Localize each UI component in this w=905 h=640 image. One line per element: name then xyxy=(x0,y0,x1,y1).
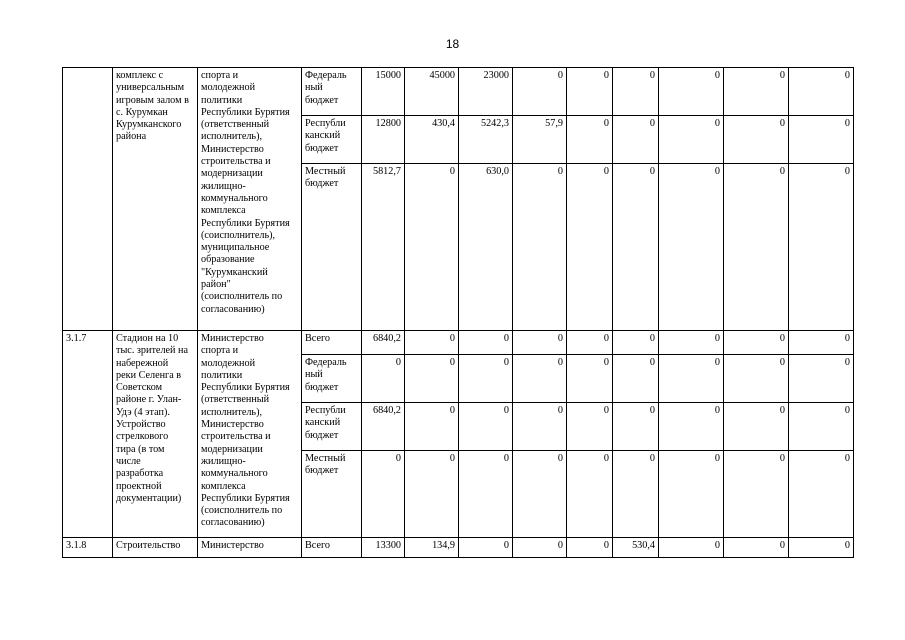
value-cell: 0 xyxy=(567,403,613,451)
value-cell: 0 xyxy=(459,403,513,451)
value-cell: 430,4 xyxy=(405,116,459,164)
value-cell: 0 xyxy=(789,403,854,451)
value-cell: 0 xyxy=(567,331,613,355)
value-cell: 0 xyxy=(459,331,513,355)
value-cell: 0 xyxy=(659,451,724,538)
value-cell: 0 xyxy=(613,403,659,451)
funding-source: Всего xyxy=(302,538,362,558)
value-cell: 0 xyxy=(613,331,659,355)
value-cell: 0 xyxy=(724,116,789,164)
value-cell: 0 xyxy=(405,355,459,403)
value-cell: 0 xyxy=(613,451,659,538)
value-cell: 5812,7 xyxy=(362,164,405,331)
value-cell: 57,9 xyxy=(513,116,567,164)
row-code xyxy=(63,68,113,331)
value-cell: 0 xyxy=(724,538,789,558)
value-cell: 15000 xyxy=(362,68,405,116)
value-cell: 0 xyxy=(362,355,405,403)
value-cell: 0 xyxy=(659,403,724,451)
row-code: 3.1.8 xyxy=(63,538,113,558)
value-cell: 0 xyxy=(459,538,513,558)
row-executor: спорта и молодежной политики Республики Бурятия (ответственный исполнитель), Министерство строительства и модернизации жилищно- коммунального комплекса Республики Бурятия (соисполнитель), муниципальное образование "Курумканский район" (соисполнитель по согласованию) xyxy=(198,68,302,331)
value-cell: 0 xyxy=(405,331,459,355)
funding-source: Федераль ный бюджет xyxy=(302,68,362,116)
value-cell: 0 xyxy=(789,68,854,116)
value-cell: 0 xyxy=(789,355,854,403)
value-cell: 12800 xyxy=(362,116,405,164)
value-cell: 0 xyxy=(567,355,613,403)
value-cell: 0 xyxy=(459,451,513,538)
value-cell: 0 xyxy=(659,68,724,116)
value-cell: 0 xyxy=(513,331,567,355)
value-cell: 0 xyxy=(405,164,459,331)
value-cell: 0 xyxy=(567,451,613,538)
budget-table xyxy=(62,67,854,558)
funding-source: Федераль ный бюджет xyxy=(302,355,362,403)
row-code: 3.1.7 xyxy=(63,331,113,538)
value-cell: 0 xyxy=(659,331,724,355)
value-cell: 5242,3 xyxy=(459,116,513,164)
table-row xyxy=(63,331,854,355)
row-name: Стадион на 10 тыс. зрителей на набережной реки Селенга в Советском районе г. Улан- Удэ (4 этап). Устройство стрелкового тира (в том числе разработка проектной документации) xyxy=(113,331,198,538)
value-cell: 0 xyxy=(513,164,567,331)
value-cell: 0 xyxy=(789,451,854,538)
value-cell: 0 xyxy=(567,116,613,164)
value-cell: 0 xyxy=(789,116,854,164)
value-cell: 0 xyxy=(659,538,724,558)
value-cell: 630,0 xyxy=(459,164,513,331)
value-cell: 0 xyxy=(513,451,567,538)
value-cell: 0 xyxy=(567,538,613,558)
value-cell: 0 xyxy=(724,451,789,538)
value-cell: 0 xyxy=(513,538,567,558)
row-name: Строительство xyxy=(113,538,198,558)
page-number: 18 xyxy=(445,37,460,51)
value-cell: 0 xyxy=(724,68,789,116)
value-cell: 0 xyxy=(724,355,789,403)
funding-source: Местный бюджет xyxy=(302,451,362,538)
value-cell: 45000 xyxy=(405,68,459,116)
funding-source: Республи канский бюджет xyxy=(302,403,362,451)
value-cell: 0 xyxy=(724,331,789,355)
value-cell: 13300 xyxy=(362,538,405,558)
table-row xyxy=(63,538,854,558)
value-cell: 0 xyxy=(362,451,405,538)
value-cell: 0 xyxy=(459,355,513,403)
funding-source: Всего xyxy=(302,331,362,355)
value-cell: 0 xyxy=(513,355,567,403)
value-cell: 0 xyxy=(659,116,724,164)
value-cell: 134,9 xyxy=(405,538,459,558)
row-name: комплекс с универсальным игровым залом в с. Курумкан Курумканского района xyxy=(113,68,198,331)
value-cell: 0 xyxy=(567,68,613,116)
funding-source: Республи канский бюджет xyxy=(302,116,362,164)
row-executor: Министерство xyxy=(198,538,302,558)
value-cell: 0 xyxy=(613,116,659,164)
value-cell: 0 xyxy=(724,403,789,451)
value-cell: 0 xyxy=(513,68,567,116)
value-cell: 0 xyxy=(789,538,854,558)
value-cell: 6840,2 xyxy=(362,403,405,451)
value-cell: 0 xyxy=(659,164,724,331)
value-cell: 0 xyxy=(567,164,613,331)
value-cell: 0 xyxy=(405,403,459,451)
funding-source: Местный бюджет xyxy=(302,164,362,331)
value-cell: 0 xyxy=(613,164,659,331)
value-cell: 0 xyxy=(789,164,854,331)
value-cell: 0 xyxy=(613,68,659,116)
value-cell: 0 xyxy=(405,451,459,538)
value-cell: 23000 xyxy=(459,68,513,116)
value-cell: 530,4 xyxy=(613,538,659,558)
table-row xyxy=(63,68,854,116)
value-cell: 0 xyxy=(789,331,854,355)
value-cell: 0 xyxy=(513,403,567,451)
value-cell: 0 xyxy=(724,164,789,331)
value-cell: 6840,2 xyxy=(362,331,405,355)
value-cell: 0 xyxy=(613,355,659,403)
value-cell: 0 xyxy=(659,355,724,403)
row-executor: Министерство спорта и молодежной политики Республики Бурятия (ответственный исполнитель), Министерство строительства и модернизации жилищно- коммунального комплекса Республики Бурятия (соисполнитель по согласованию) xyxy=(198,331,302,538)
